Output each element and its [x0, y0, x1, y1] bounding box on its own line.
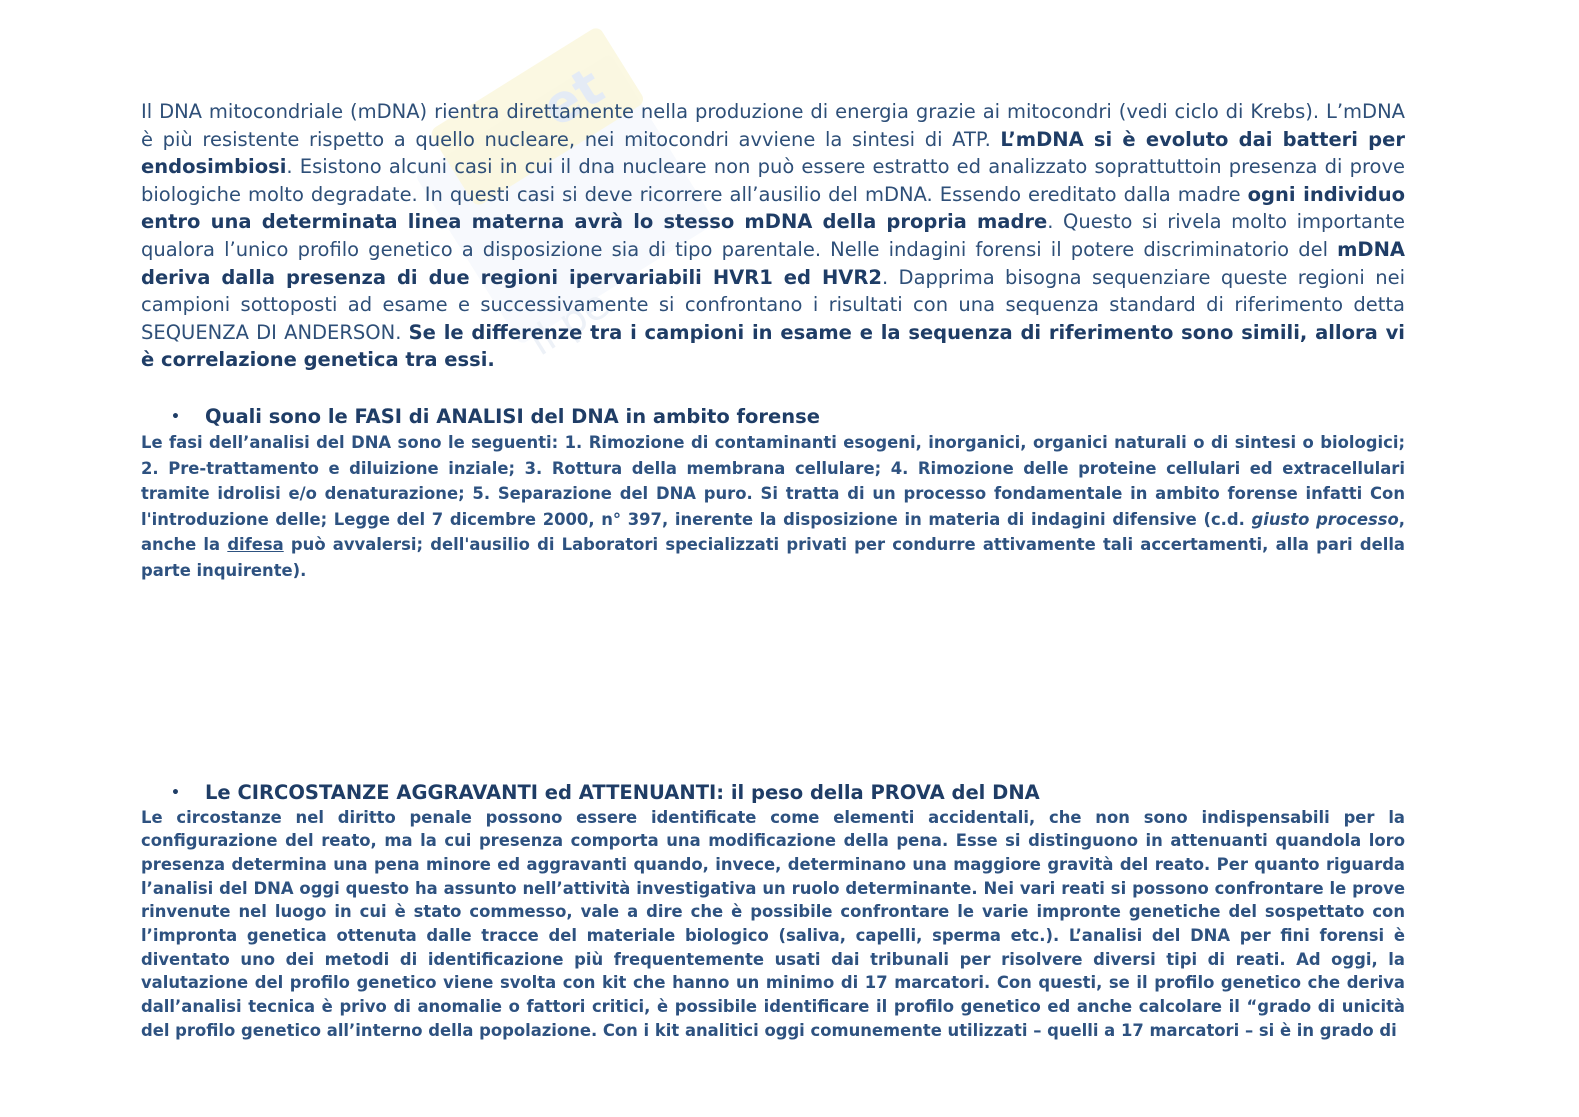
- text-segment: può avvalersi; dell'ausilio di Laboratori specializzati privati per condurre attivamente tali accertamenti, alla pari della parte inquirente).: [141, 535, 1405, 580]
- bold-segment: L’mDNA si è evoluto dai batteri per endosimbiosi: [141, 127, 1405, 179]
- text-segment: , anche la: [141, 509, 1405, 555]
- bullet-icon: •: [171, 784, 180, 801]
- svg-text:et: et: [531, 56, 615, 140]
- paragraph-circostanze: Le circostanze nel diritto penale possono essere identificate come elementi accidentali, che non sono indispensabili per la configurazione del reato, ma la cui presenza comporta una modificazione della pena. Esse si distinguono in attenuanti quandola loro presenza determina una pena minore ed aggravanti quando, invece, determinano una maggiore gravità del reato. Per quanto riguarda l’analisi del DNA oggi questo ha assunto nell’attività investigativa un ruolo determinante. Nei vari reati si possono confrontare le prove rinvenute nel luogo in cui è stato commesso, vale a dire che è possibile confrontare le varie impronte genetiche del sospettato con l’impronta genetica ottenuta dalle tracce del materiale biologico (saliva, capelli, sperma etc.). L’analisi del DNA per fini forensi è diventato uno dei metodi di identificazione più frequentemente usati dai tribunali per risolvere diversi tipi di reati. Ad oggi, la valutazione del profilo genetico viene svolta con kit che hanno un minimo di 17 marcatori. Con questi, se il profilo genetico che deriva dall’analisi tecnica è privo di anomalie o fattori critici, è possibile identificare il profilo genetico ed anche calcolare il “grado di unicità del profilo genetico all’interno della popolazione. Con i kit analitici oggi comunemente utilizzati – quelli a 17 marcatori – si è in grado di: [141, 807, 1405, 1040]
- paragraph-mdna: [141, 98, 1405, 374]
- text-segment: . Questo si rivela molto importante qualora l’unico profilo genetico a disposizione sia di tipo parentale. Nelle indagini forensi il potere discriminatorio del: [141, 210, 1405, 261]
- heading-circostanze: [141, 780, 1405, 806]
- paragraph-fasi: [141, 430, 1405, 584]
- text-segment: . Esistono alcuni casi in cui il dna nucleare non può essere estratto ed analizzato soprattuttoin presenza di prove biologiche molto degradate. In questi casi si deve ricorrere all’ausilio del mDNA. Essendo ereditato dalla madre: [141, 155, 1405, 206]
- bold-segment: mDNA deriva dalla presenza di due regioni ipervariabili HVR1 ed HVR2: [141, 237, 1405, 289]
- text-segment: Le fasi dell’analisi del DNA sono le seguenti: 1. Rimozione di contaminanti esogeni, inorganici, organici naturali o di sintesi o biologici; 2. Pre-trattamento e diluizione inziale; 3. Rottura della membrana cellulare; 4. Rimozione delle proteine cellulari ed extracellulari tramite idrolisi e/o denaturazione; 5. Separazione del DNA puro. Si tratta di un processo fondamentale in ambito forense infatti Con l'introduzione delle; Legge del 7 dicembre 2000, n° 397, inerente la disposizione in materia di indagini difensive (c.d.: [141, 432, 1405, 529]
- italic-segment: giusto processo: [1251, 509, 1399, 529]
- text-segment: Il DNA mitocondriale (mDNA) rientra direttamente nella produzione di energia grazie ai mitocondri (vedi ciclo di Krebs). L’mDNA è più resistente rispetto a quello nucleare, nei mitocondri avviene la sintesi di ATP.: [141, 100, 1405, 151]
- bold-segment: Se le differenze tra i campioni in esame e la sequenza di riferimento sono simili, allora vi è correlazione genetica tra essi.: [141, 320, 1405, 372]
- bold-segment: ogni individuo entro una determinata linea materna avrà lo stesso mDNA della propria madre: [141, 182, 1405, 234]
- heading-text: Quali sono le FASI di ANALISI del DNA in ambito forense: [205, 404, 820, 428]
- heading-fasi-analisi: [141, 404, 1405, 430]
- heading-text: Le CIRCOSTANZE AGGRAVANTI ed ATTENUANTI: il peso della PROVA del DNA: [205, 780, 1040, 804]
- underlined-segment: difesa: [227, 535, 284, 555]
- document-page: [141, 98, 1405, 1043]
- text-segment: . Dapprima bisogna sequenziare queste regioni nei campioni sottoposti ad esame e successivamente si confrontano i risultati con una sequenza standard di riferimento detta SEQUENZA DI ANDERSON.: [141, 265, 1405, 344]
- bullet-icon: •: [171, 408, 180, 425]
- svg-text:il pe: il pe: [520, 281, 618, 366]
